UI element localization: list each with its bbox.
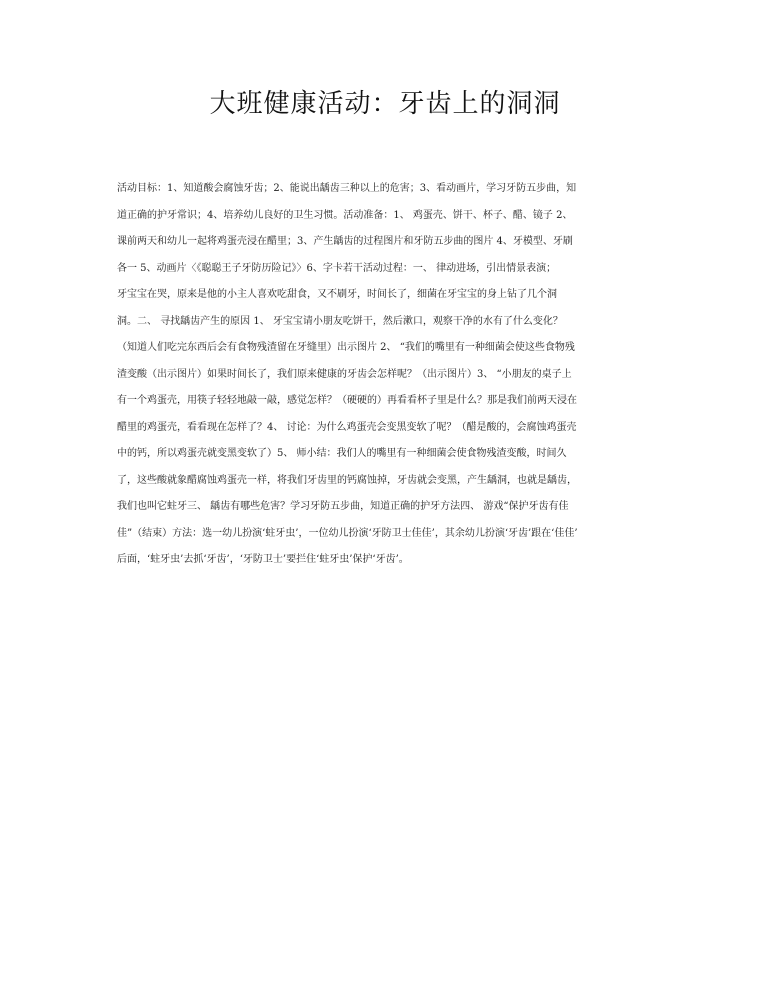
body-line: 渣变酸（出示图片）如果时间长了，我们原来健康的牙齿会怎样呢？（出示图片）3、 “小朋友的桌子上 <box>117 368 572 380</box>
body-line: 课前两天和幼儿一起将鸡蛋壳浸在醋里；3、产生龋齿的过程图片和牙防五步曲的图片 4、牙模型、牙刷 <box>117 236 573 247</box>
document-body <box>117 176 657 574</box>
body-line: （知道人们吃完东西后会有食物残渣留在牙缝里）出示图片 2、 “我们的嘴里有一种细菌会使这些食物残 <box>117 342 575 353</box>
body-line: 后面，‘蛀牙虫’去抓‘牙齿’，‘牙防卫士’要拦住‘蛀牙虫’保护‘牙齿’。 <box>117 554 409 565</box>
body-line: 中的钙，所以鸡蛋壳就变黑变软了）5、 师小结：我们人的嘴里有一种细菌会使食物残渣变酸，时间久 <box>117 448 567 459</box>
body-line: 了，这些酸就象醋腐蚀鸡蛋壳一样，将我们牙齿里的钙腐蚀掉，牙齿就会变黑，产生龋洞，也就是龋齿， <box>117 474 577 486</box>
body-line: 我们也叫它蛀牙三、 龋齿有哪些危害？学习牙防五步曲，知道正确的护牙方法四、 游戏“保护牙齿有佳 <box>117 501 569 512</box>
document-title: 大班健康活动：牙齿上的洞洞 <box>209 89 561 119</box>
body-line: 牙宝宝在哭，原来是他的小主人喜欢吃甜食，又不刷牙，时间长了，细菌在牙宝宝的身上钻了几个洞 <box>117 289 557 300</box>
body-line: 洞。二、 寻找龋齿产生的原因 1、 牙宝宝请小朋友吃饼干，然后漱口，观察干净的水有了什么变化？ <box>117 315 563 327</box>
body-line: 有一个鸡蛋壳，用筷子轻轻地敲一敲，感觉怎样？（硬硬的）再看看杯子里是什么？那是我们前两天浸在 <box>117 395 577 406</box>
body-line: 醋里的鸡蛋壳，看看现在怎样了？4、 讨论：为什么鸡蛋壳会变黑变软了呢？（醋是酸的，会腐蚀鸡蛋壳 <box>117 421 577 433</box>
body-line: 活动目标：1、知道酸会腐蚀牙齿；2、能说出龋齿三种以上的危害；3、看动画片，学习牙防五步曲，知 <box>117 183 577 194</box>
body-line: 道正确的护牙常识；4、培养幼儿良好的卫生习惯。活动准备：1、 鸡蛋壳、饼干、杯子、醋、镜子 2、 <box>117 209 573 221</box>
body-line: 各一 5、动画片〈《聪聪王子牙防历险记》〉6、字卡若干活动过程：一、 律动进场，引出情景表演； <box>117 262 557 274</box>
body-line: 佳”（结束）方法：选一幼儿扮演‘蛀牙虫’，一位幼儿扮演‘牙防卫士佳佳’，其余幼儿扮演‘牙齿’跟在‘佳佳’ <box>117 527 578 539</box>
